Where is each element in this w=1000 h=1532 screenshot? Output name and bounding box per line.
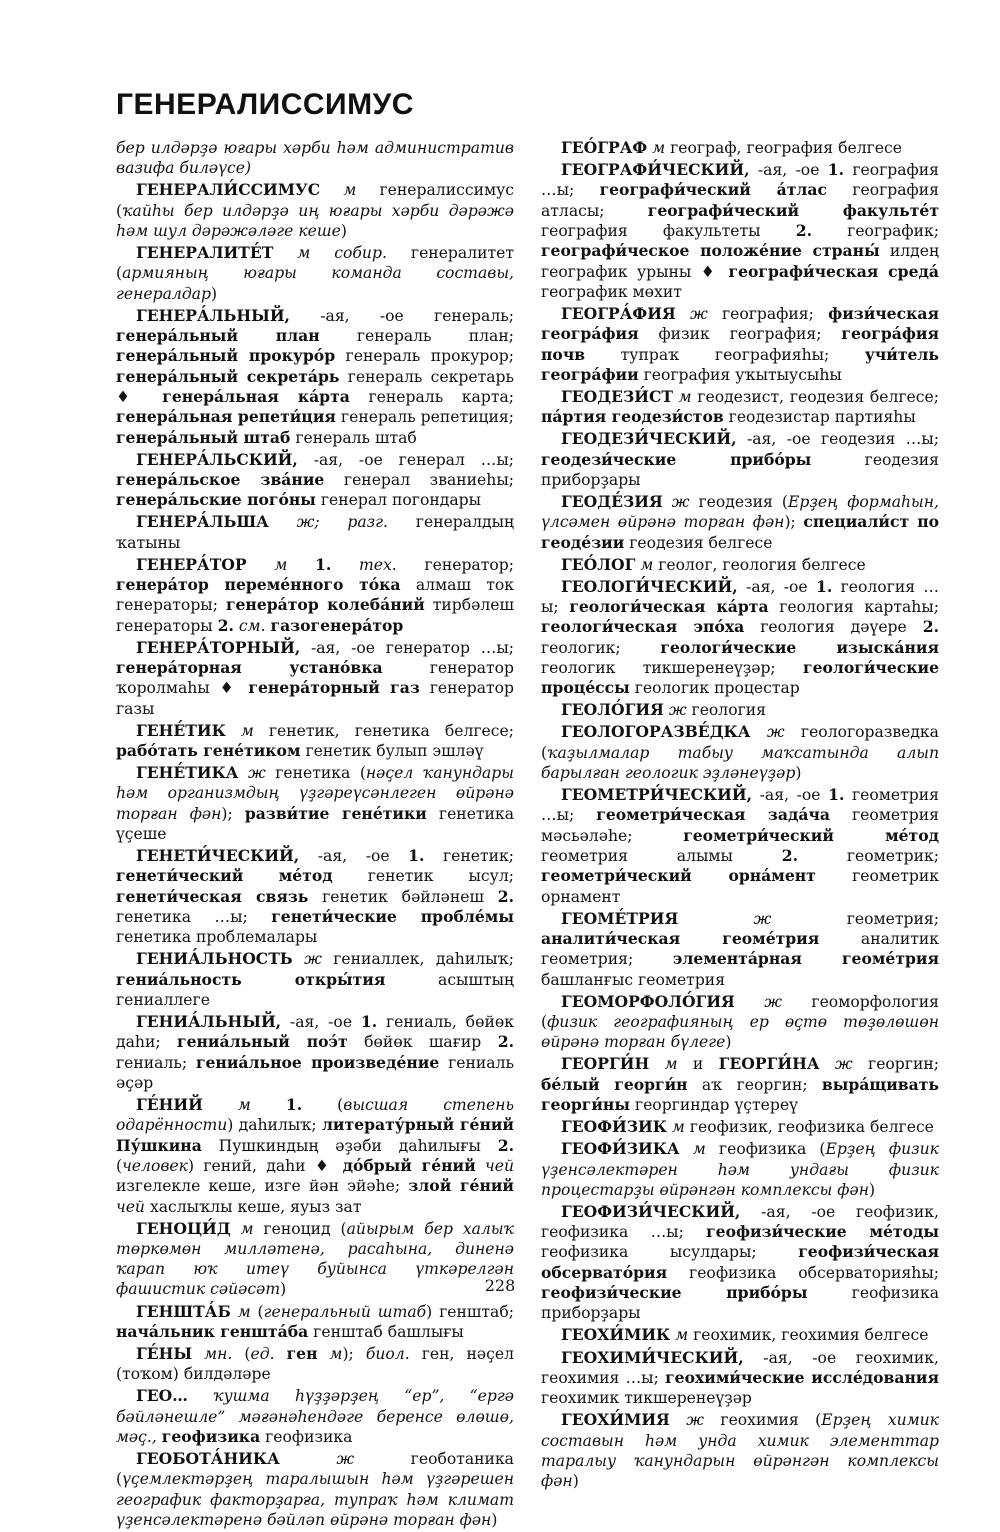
- dictionary-entry: ГЕОЛОГИ́ЧЕСКИЙ, -ая, -ое 1. геология …ы; геологи́ческая ка́рта геология картаһы; геологи́ческая эпо́ха геология дәүере 2. геологик; геологи́ческие изыска́ния геологик тикшеренеүҙәр; геологи́ческие проце́ссы геологик процестар: [541, 576, 940, 698]
- dictionary-entry: ГЕО́ГРАФ м географ, география белгесе: [561, 138, 902, 157]
- dictionary-entry: ГЕОФИЗИ́ЧЕСКИЙ, -ая, -ое геофизик, геофизика …ы; геофизи́ческие ме́тоды геофизика ысулдары; геофизи́ческая обсервато́рия геофизика обсерваторияһы; геофизи́ческие прибо́ры геофизика приборҙары: [541, 1201, 939, 1323]
- dictionary-entry: ГЕНОЦИ́Д м геноцид (айырым бер халыҡ төркөмөн милләтенә, расаһына, диненә ҡарап юҡ итеү буйынса үткәрелгән фашистик сәйәсәт): [116, 1218, 514, 1299]
- dictionary-entry: ГЕНШТА́Б м (генеральный штаб) генштаб; нача́льник геншта́ба генштаб башлығы: [116, 1301, 514, 1341]
- dictionary-entry: ГЕНЕТИ́ЧЕСКИЙ, -ая, -ое 1. генетик; генети́ческий ме́тод генетик ысул; генети́ческая связь генетик бәйләнеш 2. генетика …ы; генети́ческие пробле́мы генетика проблемалары: [116, 846, 514, 947]
- dictionary-entry: ГЕ́НЫ мн. (ед. ген м); биол. ген, нәҫел (тоҡом) билдәләре: [116, 1343, 514, 1384]
- dictionary-entry: ГЕОХИ́МИЯ ж геохимия (Ерҙең химик составын һәм унда химик элементтар таралыу ҡанундарын өйрәнгән комплексы фән): [541, 1410, 939, 1491]
- dictionary-entry: ГЕОЛОГОРАЗВЕ́ДКА ж геологоразведка (ҡаҙылмалар табыу маҡсатында алып барылған геологик эҙләнеүҙәр): [541, 722, 939, 783]
- dictionary-entry: ГЕОБОТА́НИКА ж геоботаника (үҫемлектәрҙең таралышын һәм үҙгәрешен географик факторҙарға, тупраҡ һәм климат үҙенсәлектәренә бәйләп өйрәнә торған фән): [116, 1449, 514, 1529]
- dictionary-entry: ГЕОХИМИ́ЧЕСКИЙ, -ая, -ое геохимик, геохимия …ы; геохими́ческие иссле́дования геохимик тикшеренеүҙәр: [541, 1347, 939, 1408]
- page-number: 228: [484, 1276, 516, 1295]
- dictionary-entry: ГЕОМЕТРИ́ЧЕСКИЙ, -ая, -ое 1. геометрия …ы; геометри́ческая зада́ча геометрия мәсьәләһе; геометри́ческий ме́тод геометрия алымы 2. геометрик; геометри́ческий орна́мент геометрик орнамент: [541, 785, 939, 906]
- dictionary-entry: ГЕНЕРАЛИТЕ́Т м собир. генералитет (армияның юғары команда составы, генералдар): [116, 243, 514, 303]
- left-column: [116, 138, 514, 1532]
- dictionary-entry: ГЕНЕРАЛИ́ССИМУС м генералиссимус (ҡайһы бер илдәрҙә иң юғары хәрби дәрәжә һәм шул дәрәжәләге кеше): [116, 180, 514, 240]
- dictionary-entry: ГЕОХИ́МИК м геохимик, геохимия белгесе: [561, 1325, 929, 1345]
- dictionary-entry: ГЕО… ҡушма һүҙҙәрҙең “ер”, “ергә бәйләнешле” мәғәнәһендәге беренсе өлөшө, мәҫ., геофизика геофизика: [116, 1386, 514, 1446]
- dictionary-entry: ГЕНЕРА́ЛЬНЫЙ, -ая, -ое генераль; генера́льный план генераль план; генера́льный прокуро́р генераль прокурор; генера́льный секрета́рь генераль секретарь ♦ генера́льная ка́рта генераль карта; генера́льная репети́ция генераль репетиция; генера́льный штаб генераль штаб: [116, 305, 515, 447]
- dictionary-entry: ГЕНИА́ЛЬНОСТЬ ж гениаллек, даһилыҡ; гениа́льность откры́тия асыштың гениаллеге: [116, 949, 515, 1009]
- dictionary-entry: ГЕНЕРА́ТОР м 1. тех. генератор; генера́тор переме́нного то́ка алмаш ток генераторы; генера́тор колеба́ний тирбәлеш генераторы 2. см. газогенера́тор: [116, 554, 515, 635]
- dictionary-entry: ГЕО́ЛОГ м геолог, геология белгесе: [561, 554, 866, 574]
- dictionary-entry: ГЕНЕРА́ТОРНЫЙ, -ая, -ое генератор …ы; генера́торная устано́вка генератор ҡоролмаһы ♦ генера́торный газ генератор газы: [116, 637, 514, 718]
- dictionary-entry: ГЕНЕРА́ЛЬСКИЙ, -ая, -ое генерал …ы; генера́льское зва́ние генерал званиеһы; генера́льские пого́ны генерал погондары: [116, 449, 514, 510]
- dictionary-entry: ГЕНЕ́ТИКА ж генетика (нәҫел ҡанундары һәм организмдың үҙгәреүсәнлеген өйрәнә торған фән); разви́тие гене́тики генетика үҫеше: [116, 763, 514, 843]
- dictionary-entry: ГЕНИА́ЛЬНЫЙ, -ая, -ое 1. гениаль, бөйөк даһи; гениа́льный поэ́т бөйөк шағир 2. гениаль; гениа́льное произведе́ние гениаль әҫәр: [116, 1012, 514, 1092]
- dictionary-entry: бер илдәрҙә юғары хәрби һәм административ вазифа биләүсе): [116, 139, 514, 178]
- dictionary-entry: ГЕОЛО́ГИЯ ж геология: [561, 700, 767, 720]
- dictionary-entry: ГЕОМОРФОЛО́ГИЯ ж геоморфология (физик географияның ер өҫтө төҙөлөшөн өйрәнә торған бүлеге): [541, 991, 939, 1052]
- dictionary-entry: ГЕОФИ́ЗИК м геофизик, геофизика белгесе: [561, 1117, 934, 1137]
- dictionary-entry: ГЕОФИ́ЗИКА м геофизика (Ерҙең физик үҙенсәлектәрен һәм ундағы физик процестарҙы өйрәнгән комплексы фән): [541, 1139, 939, 1199]
- dictionary-entry: ГЕОРГИ́Н м и ГЕОРГИ́НА ж георгин; бе́лый георги́н аҡ георгин; выра́щивать георги́ны георгиндар үҫтереү: [541, 1054, 939, 1115]
- dictionary-entry: ГЕОГРА́ФИЯ ж география; физи́ческая геогра́фия физик география; геогра́фия почв тупраҡ географияһы; учи́тель геогра́фии география уҡытыусыһы: [541, 303, 939, 384]
- dictionary-entry: ГЕНЕРА́ЛЬША ж; разг. генералдың ҡатыны: [116, 512, 515, 552]
- dictionary-entry: ГЕОДЕ́ЗИЯ ж геодезия (Ерҙең формаһын, үлсәмен өйрәнә торған фән); специали́ст по геоде́зии геодезия белгесе: [541, 492, 940, 552]
- dictionary-entry: ГЕНЕ́ТИК м генетик, генетика белгесе; рабо́тать гене́тиком генетик булып эшләү: [116, 720, 514, 760]
- dictionary-entry: ГЕОГРАФИ́ЧЕСКИЙ, -ая, -ое 1. география …ы; географи́ческий а́тлас география атласы; географи́ческий факульте́т география факультеты 2. географик; географи́ческое положе́ние страны́ илдең географик урыны ♦ географи́ческая среда́ географик мөхит: [541, 160, 939, 301]
- dictionary-entry: ГЕОДЕЗИ́ЧЕСКИЙ, -ая, -ое геодезия …ы; геодези́ческие прибо́ры геодезия приборҙары: [541, 429, 939, 489]
- running-header: ГЕНЕРАЛИССИМУС: [116, 88, 414, 121]
- dictionary-entry: ГЕ́НИЙ м 1. (высшая степень одарённости) даһилыҡ; литерату́рный ге́ний Пу́шкина Пушкиндың әҙәби даһилығы 2. (человек) гений, даһи ♦ до́брый ге́ний чей изгелекле кеше, изге йән эйәһе; злой ге́ний чей хаслыҡлы кеше, яуыз зат: [116, 1095, 514, 1216]
- dictionary-entry: ГЕОМЕ́ТРИЯ ж геометрия; аналити́ческая геоме́трия аналитик геометрия; элемента́рная геоме́трия башланғыс геометрия: [541, 908, 939, 989]
- dictionary-entry: ГЕОДЕЗИ́СТ м геодезист, геодезия белгесе; па́ртия геодези́стов геодезистар партияһы: [541, 386, 939, 427]
